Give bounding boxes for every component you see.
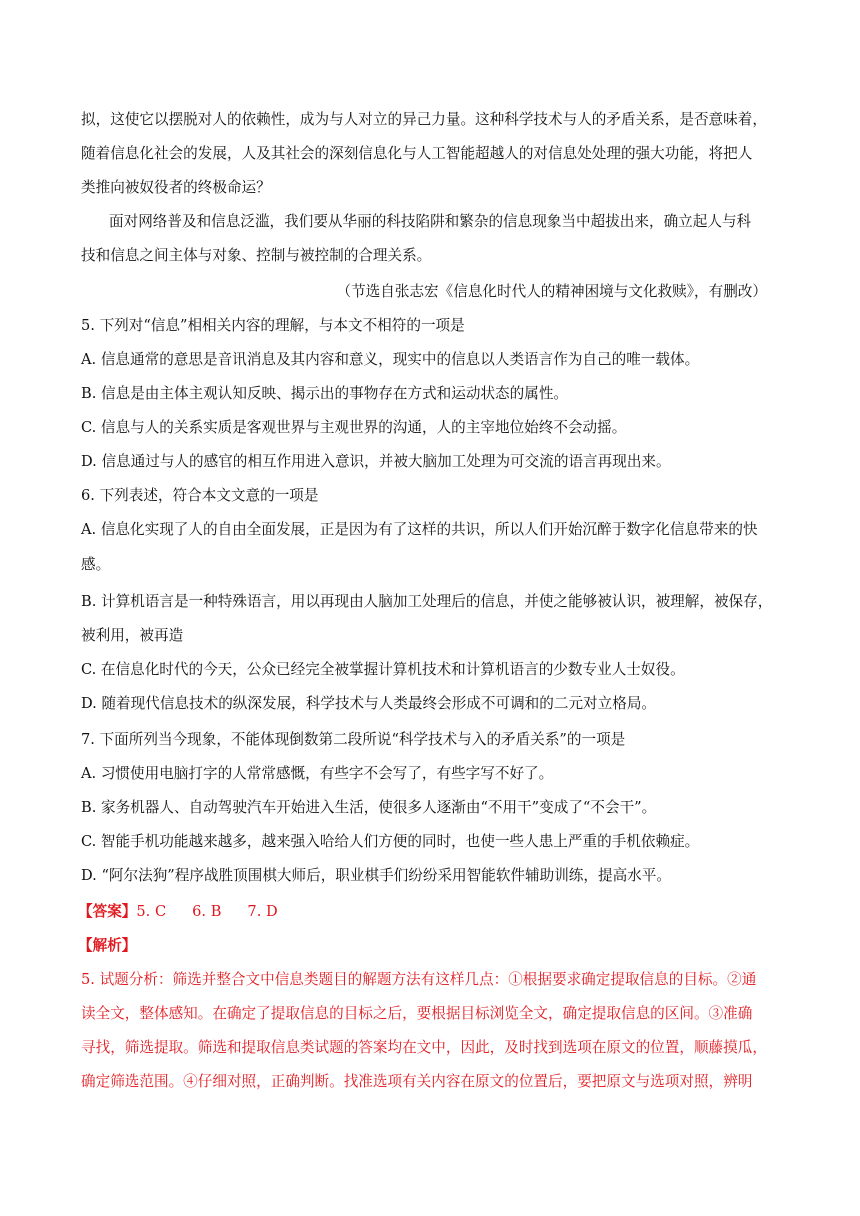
passage-line: 类推向被奴役者的终极命运？ (81, 179, 271, 196)
question-7-option-c: C. 智能手机功能越来越多，越来强入哈给人们方便的同时，也使一些人患上严重的手机依赖症。 (81, 833, 700, 850)
passage-line: 随着信息化社会的发展，人及其社会的深刻信息化与人工智能超越人的对信息处处理的强大功能，将把人 (81, 145, 753, 162)
question-7-option-a: A. 习惯使用电脑打字的人常常感慨，有些字不会写了，有些字写不好了。 (81, 765, 554, 782)
question-6-option-b: B. 计算机语言是一种特殊语言，用以再现由人脑加工处理后的信息，并使之能够被认识，被理解，被保存， (81, 593, 773, 610)
analysis-line: 寻找，筛选提取。筛选和提取信息类试题的答案均在文中，因此，及时找到选项在原文的位置，顺藤摸瓜， (81, 1039, 767, 1056)
question-5-option-c: C. 信息与人的关系实质是客观世界与主观世界的沟通，人的主宰地位始终不会动摇。 (81, 419, 627, 436)
question-stem-6: 6. 下列表述，符合本文文意的一项是 (81, 487, 319, 504)
passage-line: 拟，这使它以摆脱对人的依赖性，成为与人对立的异己力量。这种科学技术与人的矛盾关系，是否意味着， (81, 111, 767, 128)
question-6-option-c: C. 在信息化时代的今天，公众已经完全被掌握计算机技术和计算机语言的少数专业人士奴役。 (81, 661, 685, 678)
question-5-option-a: A. 信息通常的意思是音讯消息及其内容和意义，现实中的信息以人类语言作为自己的唯一载体。 (81, 351, 700, 368)
answer-7: 7. D (247, 903, 278, 920)
analysis-line: 确定筛选范围。④仔细对照，正确判断。找准选项有关内容在原文的位置后，要把原文与选项对照，辨明 (81, 1073, 753, 1090)
question-5-option-b: B. 信息是由主体主观认知反映、揭示出的事物存在方式和运动状态的属性。 (81, 385, 569, 402)
question-7-option-d: D. “阿尔法狗”程序战胜顶围棋大师后，职业棋手们纷纷采用智能软件辅助训练，提高水平。 (81, 867, 671, 884)
answer-5: 5. C (136, 903, 167, 920)
passage-line: 面对网络普及和信息泛滥，我们要从华丽的科技陷阱和繁杂的信息现象当中超拔出来，确立起人与科 (109, 213, 752, 230)
analysis-line: 读全文，整体感知。在确定了提取信息的目标之后，要根据目标浏览全文，确定提取信息的区间。③准确 (81, 1005, 753, 1022)
analysis-label: 【解析】 (78, 937, 137, 954)
passage-line: 技和信息之间主体与对象、控制与被控制的合理关系。 (81, 247, 432, 264)
question-7-option-b: B. 家务机器人、自动驾驶汽车开始进入生活，使很多人逐渐由“不用干”变成了“不会干”。 (81, 799, 657, 816)
question-6-option-d: D. 随着现代信息技术的纵深发展，科学技术与人类最终会形成不可调和的二元对立格局。 (81, 695, 657, 712)
passage-source: （节选自张志宏《信息化时代人的精神困境与文化救赎》，有删改） (336, 283, 767, 300)
answer-6: 6. B (192, 903, 222, 920)
answer-line (78, 902, 778, 922)
question-6-option-a-cont: 感。 (81, 556, 111, 573)
question-stem-7: 7. 下面所列当今现象，不能体现倒数第二段所说“科学技术与入的矛盾关系”的一项是 (81, 731, 626, 748)
analysis-line: 5. 试题分析：筛选并整合文中信息类题目的解题方法有这样几点：①根据要求确定提取信息的目标。②通 (81, 971, 757, 988)
question-5-option-d: D. 信息通过与人的感官的相互作用进入意识，并被大脑加工处理为可交流的语言再现出来。 (81, 453, 671, 470)
answer-label: 【答案】 (78, 903, 137, 920)
question-6-option-b-cont: 被利用，被再造 (81, 627, 184, 644)
question-6-option-a: A. 信息化实现了人的自由全面发展，正是因为有了这样的共识，所以人们开始沉醉于数字化信息带来的快 (81, 521, 758, 538)
question-stem-5: 5. 下列对“信息”相相关内容的理解，与本文不相符的一项是 (81, 317, 465, 334)
